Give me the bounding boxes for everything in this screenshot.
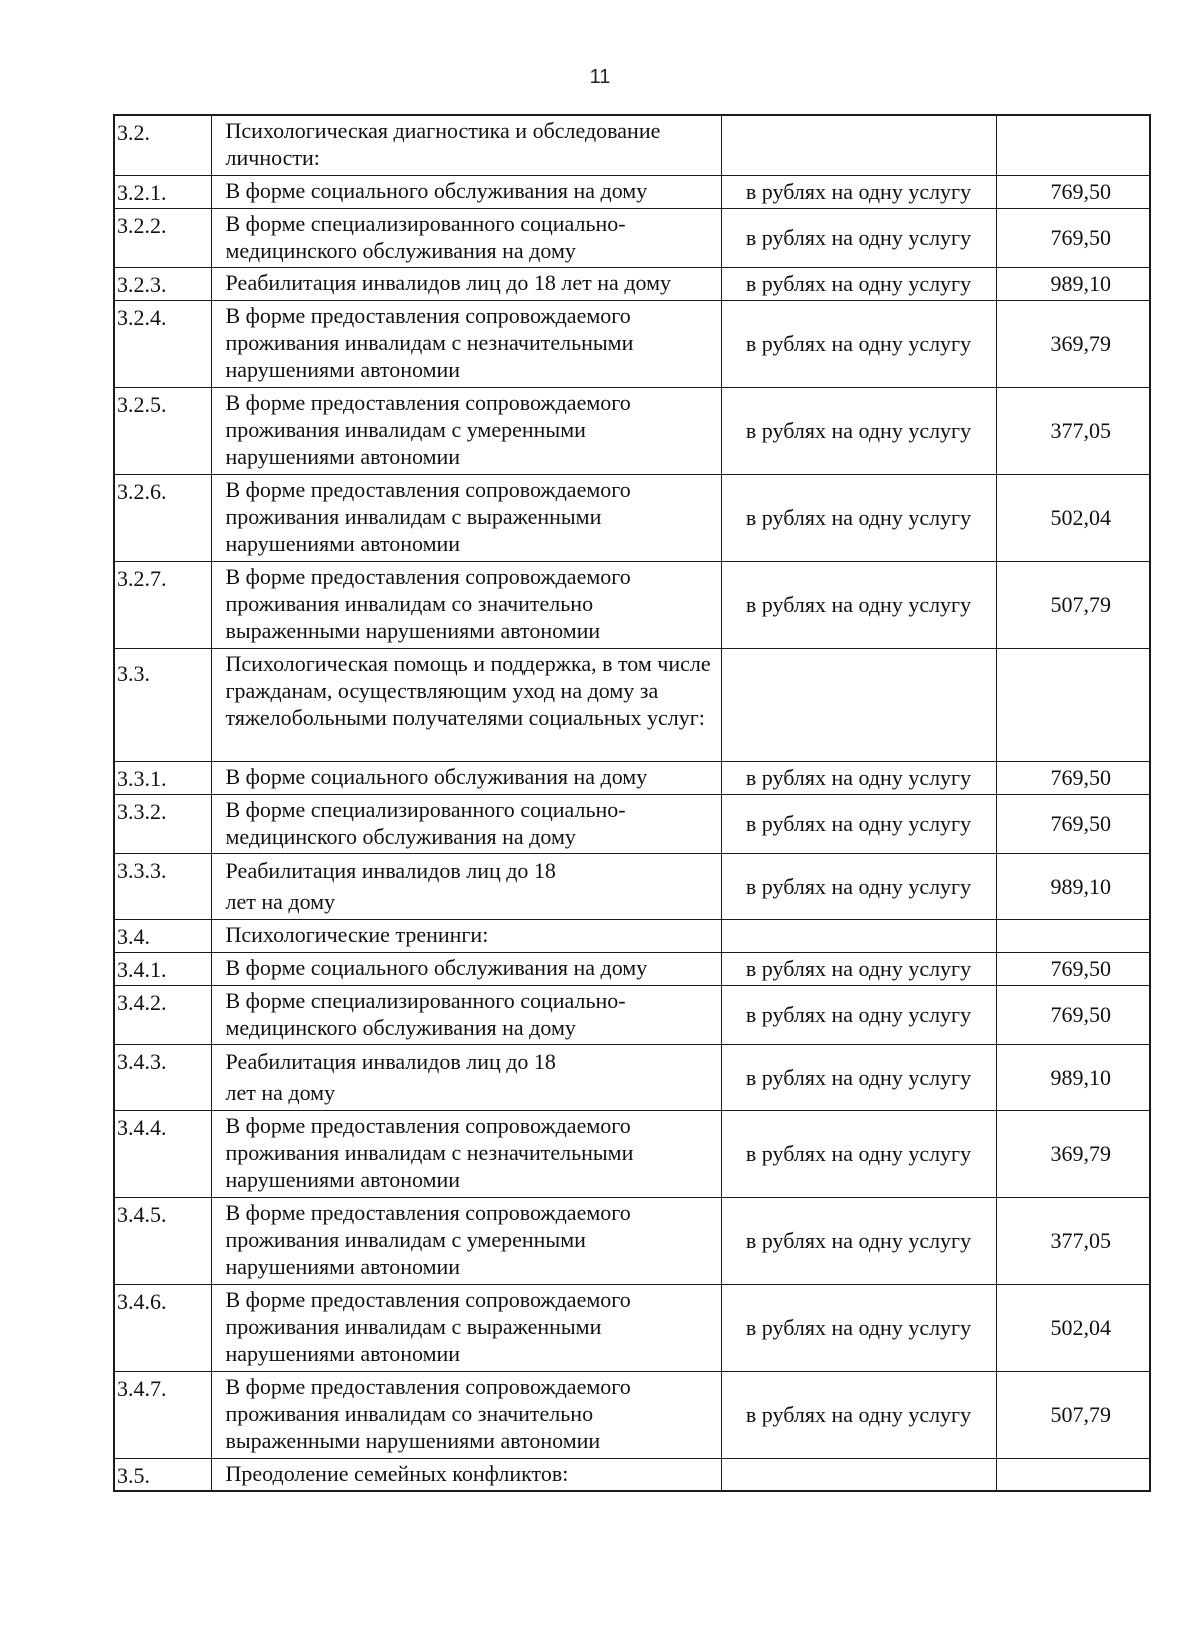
table-row xyxy=(114,474,1150,561)
service-name: В форме предоставления сопровождаемого проживания инвалидам с выраженными нарушениями автономии xyxy=(211,474,721,561)
service-name: В форме специализированного социально-медицинского обслуживания на дому xyxy=(211,208,721,267)
item-number: 3.4.3. xyxy=(114,1044,211,1110)
table-row xyxy=(114,387,1150,474)
unit-of-measure: в рублях на одну услугу xyxy=(721,794,996,853)
tariff-value: 377,05 xyxy=(996,387,1150,474)
table-row xyxy=(114,853,1150,919)
table-row xyxy=(114,952,1150,985)
table-row xyxy=(114,561,1150,648)
unit-of-measure xyxy=(721,648,996,761)
table-row xyxy=(114,648,1150,761)
unit-of-measure: в рублях на одну услугу xyxy=(721,761,996,794)
item-number: 3.3.3. xyxy=(114,853,211,919)
item-number: 3.3.2. xyxy=(114,794,211,853)
unit-of-measure: в рублях на одну услугу xyxy=(721,300,996,387)
table-row xyxy=(114,208,1150,267)
item-number: 3.4.4. xyxy=(114,1110,211,1197)
table-row xyxy=(114,1044,1150,1110)
unit-of-measure: в рублях на одну услугу xyxy=(721,208,996,267)
service-name: Реабилитация инвалидов лиц до 18 лет на дому xyxy=(211,267,721,300)
item-number: 3.2.3. xyxy=(114,267,211,300)
tariff-value: 769,50 xyxy=(996,208,1150,267)
service-name: Психологические тренинги: xyxy=(211,919,721,952)
service-name: В форме социального обслуживания на дому xyxy=(211,952,721,985)
service-name: Преодоление семейных конфликтов: xyxy=(211,1458,721,1491)
tariff-value xyxy=(996,115,1150,175)
unit-of-measure: в рублях на одну услугу xyxy=(721,1044,996,1110)
page-number: 11 xyxy=(589,66,611,88)
item-number: 3.4.5. xyxy=(114,1197,211,1284)
tariff-value xyxy=(996,919,1150,952)
table-row xyxy=(114,985,1150,1044)
tariff-value xyxy=(996,648,1150,761)
service-name: В форме предоставления сопровождаемого проживания инвалидам с незначительными нарушениями автономии xyxy=(211,300,721,387)
service-name: В форме предоставления сопровождаемого проживания инвалидам с выраженными нарушениями автономии xyxy=(211,1284,721,1371)
unit-of-measure: в рублях на одну услугу xyxy=(721,952,996,985)
tariff-value: 769,50 xyxy=(996,794,1150,853)
tariff-value xyxy=(996,1458,1150,1491)
unit-of-measure: в рублях на одну услугу xyxy=(721,853,996,919)
unit-of-measure: в рублях на одну услугу xyxy=(721,985,996,1044)
table-row xyxy=(114,919,1150,952)
tariff-value: 769,50 xyxy=(996,952,1150,985)
table-row xyxy=(114,761,1150,794)
unit-of-measure: в рублях на одну услугу xyxy=(721,1284,996,1371)
unit-of-measure xyxy=(721,1458,996,1491)
tariff-value: 502,04 xyxy=(996,1284,1150,1371)
service-name: В форме предоставления сопровождаемого проживания инвалидам с умеренными нарушениями автономии xyxy=(211,387,721,474)
service-name: В форме социального обслуживания на дому xyxy=(211,175,721,208)
item-number: 3.3.1. xyxy=(114,761,211,794)
item-number: 3.2.4. xyxy=(114,300,211,387)
unit-of-measure: в рублях на одну услугу xyxy=(721,561,996,648)
service-name: В форме предоставления сопровождаемого проживания инвалидам с незначительными нарушениями автономии xyxy=(211,1110,721,1197)
item-number: 3.2.7. xyxy=(114,561,211,648)
tariff-value: 502,04 xyxy=(996,474,1150,561)
item-number: 3.2.6. xyxy=(114,474,211,561)
item-number: 3.2.2. xyxy=(114,208,211,267)
tariff-value: 377,05 xyxy=(996,1197,1150,1284)
tariff-value: 769,50 xyxy=(996,985,1150,1044)
service-name: Реабилитация инвалидов лиц до 18 лет на дому xyxy=(211,853,721,919)
item-number: 3.4. xyxy=(114,919,211,952)
table-row xyxy=(114,794,1150,853)
tariff-value: 989,10 xyxy=(996,853,1150,919)
tariff-value: 769,50 xyxy=(996,175,1150,208)
item-number: 3.2. xyxy=(114,115,211,175)
service-name: В форме предоставления сопровождаемого проживания инвалидам с умеренными нарушениями автономии xyxy=(211,1197,721,1284)
table-row xyxy=(114,175,1150,208)
item-number: 3.3. xyxy=(114,648,211,761)
tariff-value: 507,79 xyxy=(996,1371,1150,1458)
table-row xyxy=(114,267,1150,300)
service-name: В форме специализированного социально-медицинского обслуживания на дому xyxy=(211,794,721,853)
item-number: 3.4.6. xyxy=(114,1284,211,1371)
service-name: В форме предоставления сопровождаемого проживания инвалидам со значительно выраженными нарушениями автономии xyxy=(211,561,721,648)
unit-of-measure: в рублях на одну услугу xyxy=(721,387,996,474)
unit-of-measure: в рублях на одну услугу xyxy=(721,175,996,208)
table-row xyxy=(114,115,1150,175)
service-name: В форме специализированного социально-медицинского обслуживания на дому xyxy=(211,985,721,1044)
table-row xyxy=(114,300,1150,387)
service-name: В форме предоставления сопровождаемого проживания инвалидам со значительно выраженными нарушениями автономии xyxy=(211,1371,721,1458)
item-number: 3.4.1. xyxy=(114,952,211,985)
tariff-value: 769,50 xyxy=(996,761,1150,794)
tariff-value: 369,79 xyxy=(996,300,1150,387)
tariff-value: 989,10 xyxy=(996,1044,1150,1110)
tariff-value: 369,79 xyxy=(996,1110,1150,1197)
table-row xyxy=(114,1371,1150,1458)
item-number: 3.2.1. xyxy=(114,175,211,208)
tariff-value: 989,10 xyxy=(996,267,1150,300)
unit-of-measure: в рублях на одну услугу xyxy=(721,1371,996,1458)
tariff-table xyxy=(113,114,1151,1492)
item-number: 3.2.5. xyxy=(114,387,211,474)
table-row xyxy=(114,1284,1150,1371)
table-row xyxy=(114,1458,1150,1491)
tariff-value: 507,79 xyxy=(996,561,1150,648)
item-number: 3.5. xyxy=(114,1458,211,1491)
service-name: Реабилитация инвалидов лиц до 18 лет на дому xyxy=(211,1044,721,1110)
service-name: Психологическая диагностика и обследование личности: xyxy=(211,115,721,175)
unit-of-measure xyxy=(721,919,996,952)
table-row xyxy=(114,1197,1150,1284)
unit-of-measure: в рублях на одну услугу xyxy=(721,474,996,561)
table-row xyxy=(114,1110,1150,1197)
unit-of-measure: в рублях на одну услугу xyxy=(721,1197,996,1284)
unit-of-measure: в рублях на одну услугу xyxy=(721,1110,996,1197)
item-number: 3.4.7. xyxy=(114,1371,211,1458)
unit-of-measure: в рублях на одну услугу xyxy=(721,267,996,300)
unit-of-measure xyxy=(721,115,996,175)
item-number: 3.4.2. xyxy=(114,985,211,1044)
service-name: В форме социального обслуживания на дому xyxy=(211,761,721,794)
service-name: Психологическая помощь и поддержка, в том числе гражданам, осуществляющим уход на дому за тяжелобольными получателями социальных услуг: xyxy=(211,648,721,761)
